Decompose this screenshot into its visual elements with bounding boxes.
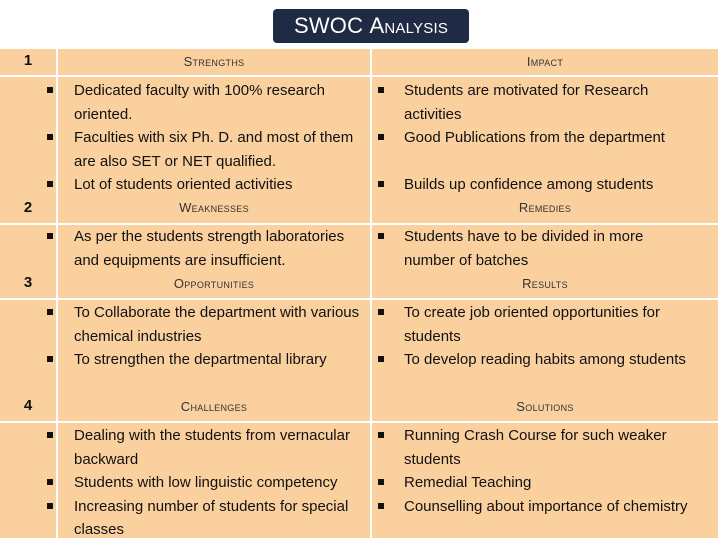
- bullet-icon: [47, 479, 53, 485]
- bullet-icon: [378, 233, 384, 239]
- bullet-icon: [47, 181, 53, 187]
- bullet-icon: [378, 479, 384, 485]
- swoc-table: [0, 49, 718, 538]
- list-item: To Collaborate the department with various chemical industries: [74, 301, 364, 348]
- bullet-icon: [47, 432, 53, 438]
- bullet-icon: [47, 356, 53, 362]
- title-word-analysis: Analysis: [369, 13, 449, 38]
- bullet-icon: [47, 134, 53, 140]
- row-number-1: 1: [23, 52, 33, 69]
- remedies-list: [404, 225, 694, 272]
- list-item: As per the students strength laboratories and equipments are insufficient.: [74, 225, 368, 272]
- list-item: To create job oriented opportunities for students: [404, 301, 704, 348]
- list-item: To strengthen the departmental library: [74, 348, 364, 372]
- heading-remedies: Remedies: [518, 200, 572, 215]
- list-item: Dedicated faculty with 100% research oriented.: [74, 79, 364, 126]
- heading-opportunities: Opportunities: [173, 276, 255, 291]
- column-divider: [56, 49, 58, 538]
- list-item: Counselling about importance of chemistry: [404, 495, 694, 519]
- list-item: Students are motivated for Research activities: [404, 79, 704, 126]
- list-item: Increasing number of students for special classes: [74, 495, 368, 540]
- list-item: Dealing with the students from vernacular backward: [74, 424, 368, 471]
- bullet-icon: [378, 87, 384, 93]
- row-divider: [0, 298, 718, 300]
- heading-solutions: Solutions: [516, 399, 574, 414]
- column-divider: [370, 49, 372, 538]
- bullet-icon: [47, 309, 53, 315]
- bullet-icon: [47, 503, 53, 509]
- list-item: Students with low linguistic competency: [74, 471, 368, 495]
- bullet-icon: [378, 356, 384, 362]
- strengths-list: [74, 79, 364, 197]
- heading-strengths: Strengths: [183, 54, 245, 69]
- heading-impact: Impact: [526, 54, 564, 69]
- title-word-swoc: SWOC: [293, 13, 364, 38]
- bullet-icon: [378, 181, 384, 187]
- bullet-icon: [378, 503, 384, 509]
- row-number-3: 3: [23, 274, 33, 291]
- heading-results: Results: [522, 276, 568, 291]
- opportunities-list: [74, 301, 364, 372]
- list-item: Builds up confidence among students: [404, 173, 704, 197]
- list-item: Faculties with six Ph. D. and most of them are also SET or NET qualified.: [74, 126, 364, 173]
- weaknesses-list: [74, 225, 368, 272]
- heading-weaknesses: Weaknesses: [179, 200, 249, 215]
- slide-title: [273, 9, 469, 43]
- list-item: Running Crash Course for such weaker students: [404, 424, 694, 471]
- list-item: Students have to be divided in more number of batches: [404, 225, 694, 272]
- bullet-icon: [47, 233, 53, 239]
- list-item: Lot of students oriented activities: [74, 173, 364, 197]
- row-divider: [0, 421, 718, 423]
- bullet-icon: [47, 87, 53, 93]
- impact-list: [404, 79, 704, 197]
- row-divider: [0, 75, 718, 77]
- results-list: [404, 301, 704, 372]
- heading-challenges: Challenges: [180, 399, 248, 414]
- bullet-icon: [378, 309, 384, 315]
- row-number-2: 2: [23, 199, 33, 216]
- list-item: Good Publications from the department: [404, 126, 704, 150]
- list-item: Remedial Teaching: [404, 471, 694, 495]
- solutions-list: [404, 424, 694, 518]
- bullet-icon: [378, 134, 384, 140]
- row-number-4: 4: [23, 397, 33, 414]
- challenges-list: [74, 424, 368, 540]
- bullet-icon: [378, 432, 384, 438]
- list-item: To develop reading habits among students: [404, 348, 704, 372]
